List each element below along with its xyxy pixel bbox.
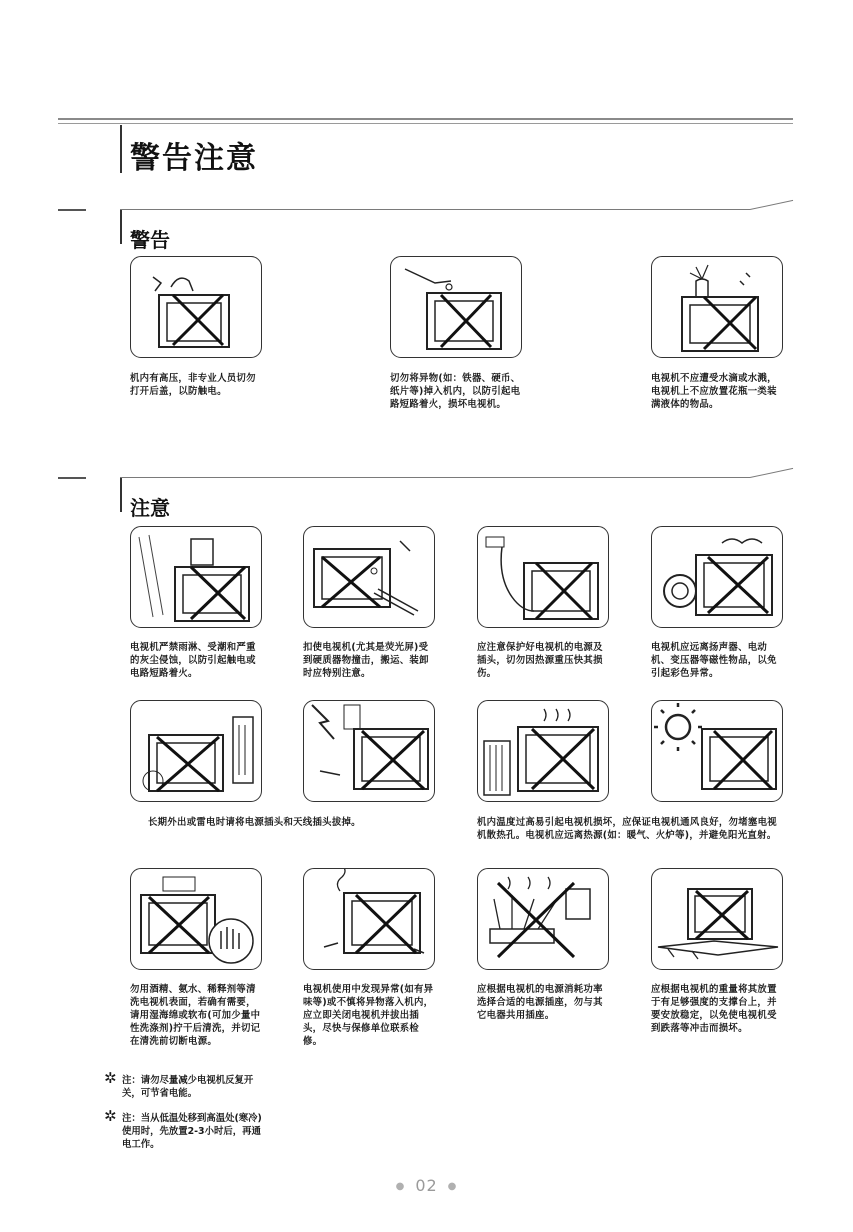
section-bar <box>120 478 122 512</box>
tv-sunlight-icon <box>652 701 782 801</box>
title-bar <box>120 125 122 173</box>
section-dash <box>58 209 86 211</box>
warning-illustration-2 <box>390 256 522 358</box>
caution-illustration-8 <box>651 700 783 802</box>
tv-magnetic-speaker-icon <box>652 527 782 627</box>
section-line-tail <box>750 200 793 210</box>
tv-power-cord-icon <box>478 527 608 627</box>
caution-illustration-12 <box>651 868 783 970</box>
caution-caption-8: 电视机使用中发现异常(如有异味等)或不慎将异物落入机内，应立即关闭电视机并拔出插头，尽快与保修单位联系检修。 <box>303 984 434 1047</box>
caution-caption-3: 应注意保护好电视机的电源及插头，切勿因热源重压快其损伤。 <box>477 642 603 679</box>
caution-illustration-11 <box>477 868 609 970</box>
caution-illustration-7 <box>477 700 609 802</box>
footnote-1-text: 注：请勿尽量减少电视机反复开关，可节省电能。 <box>122 1075 254 1099</box>
tv-lightning-antenna-icon <box>304 701 434 801</box>
tv-foreign-object-icon <box>391 257 521 357</box>
caution-caption-4: 电视机应远离扬声器、电动机、变压器等磁性物品，以免引起彩色异常。 <box>651 642 777 679</box>
top-rule <box>58 118 793 120</box>
tv-rain-dust-icon <box>131 527 261 627</box>
caution-illustration-6 <box>303 700 435 802</box>
caution-illustration-9 <box>130 868 262 970</box>
tv-heater-icon <box>478 701 608 801</box>
tv-vase-on-top-icon <box>652 257 782 357</box>
footnote-1 <box>104 1069 262 1100</box>
caution-caption-7: 勿用酒精、氨水、稀释剂等清洗电视机表面，若确有需要，请用湿海绵或软布(可加少量中性洗涤剂)拧干后清洗，并切记在清洗前切断电源。 <box>130 984 261 1047</box>
caution-caption-6: 机内温度过高易引起电视机损坏，应保证电视机通风良好，勿堵塞电视机散热孔。电视机应远离热源(如：暖气、火炉等)，并避免阳光直射。 <box>477 817 777 841</box>
tv-smoke-abnormal-icon <box>304 869 434 969</box>
tv-cleaning-icon <box>131 869 261 969</box>
caution-caption-5: 长期外出或雷电时请将电源插头和天线插头拔掉。 <box>148 817 361 828</box>
warning-caption-1: 机内有高压，非专业人员切勿打开后盖，以防触电。 <box>130 373 256 397</box>
caution-illustration-2 <box>303 526 435 628</box>
warning-caption-3: 电视机不应遭受水滴或水溅，电视机上不应放置花瓶一类装满液体的物品。 <box>651 373 777 410</box>
caution-caption-1: 电视机严禁雨淋、受潮和严重的灰尘侵蚀，以防引起触电或电路短路着火。 <box>130 642 256 679</box>
section-line-tail <box>750 468 793 478</box>
star-icon: ✲ <box>104 1069 117 1087</box>
tv-overloaded-socket-icon <box>478 869 608 969</box>
caution-illustration-4 <box>651 526 783 628</box>
section-bar <box>120 210 122 244</box>
section-dash <box>58 477 86 479</box>
page-number <box>0 1176 853 1195</box>
warning-illustration-1 <box>130 256 262 358</box>
caution-illustration-10 <box>303 868 435 970</box>
top-rule-thin <box>58 123 793 124</box>
caution-illustration-5 <box>130 700 262 802</box>
tv-unplug-icon <box>131 701 261 801</box>
bullet-icon: ● <box>395 1181 406 1192</box>
tv-unstable-stand-icon <box>652 869 782 969</box>
section-line <box>120 209 750 210</box>
page-number-text: 02 <box>415 1176 438 1195</box>
warning-section-title: 警告 <box>130 228 170 252</box>
warning-illustration-3 <box>651 256 783 358</box>
tv-screen-scratch-icon <box>304 527 434 627</box>
caution-illustration-3 <box>477 526 609 628</box>
tv-open-back-hand-icon <box>131 257 261 357</box>
bullet-icon: ● <box>447 1181 458 1192</box>
section-line <box>120 477 750 478</box>
caution-caption-9: 应根据电视机的电源消耗功率选择合适的电源插座，勿与其它电器共用插座。 <box>477 984 603 1021</box>
caution-section-title: 注意 <box>130 496 170 520</box>
caution-caption-2: 扣使电视机(尤其是荧光屏)受到硬质器物撞击，搬运、装卸时应特别注意。 <box>303 642 429 679</box>
warning-caption-2: 切勿将异物(如：铁器、硬币、纸片等)掉入机内，以防引起电路短路着火，损坏电视机。 <box>390 373 521 410</box>
page-title: 警告注意 <box>130 141 258 176</box>
footnote-2 <box>104 1107 262 1151</box>
caution-illustration-1 <box>130 526 262 628</box>
footnote-2-text: 注：当从低温处移到高温处(寒冷)使用时，先放置2-3小时后，再通电工作。 <box>122 1113 262 1150</box>
star-icon: ✲ <box>104 1107 117 1125</box>
caution-caption-10: 应根据电视机的重量将其放置于有足够强度的支撑台上，并要安放稳定，以免使电视机受到跌落等冲击而损坏。 <box>651 984 777 1034</box>
